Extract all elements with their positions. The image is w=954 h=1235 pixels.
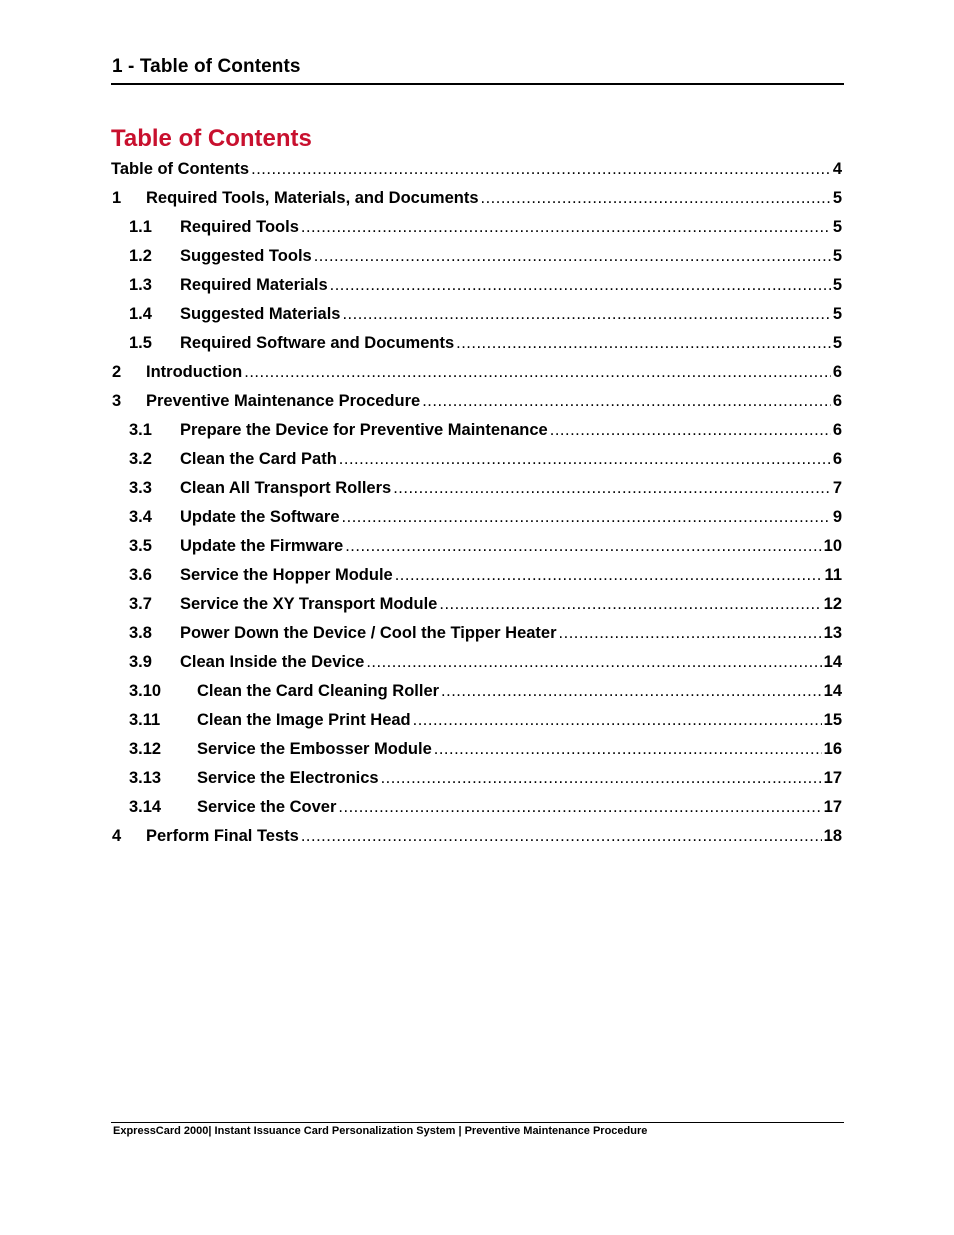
toc-entry[interactable] bbox=[111, 271, 842, 300]
toc-leader-dots bbox=[301, 218, 831, 237]
toc-entry-number: 3.2 bbox=[129, 450, 152, 468]
toc-entry[interactable] bbox=[111, 590, 842, 619]
toc-entry[interactable] bbox=[111, 416, 842, 445]
toc-entry-label[interactable]: Clean the Image Print Head bbox=[197, 711, 411, 729]
toc-entry-line bbox=[180, 218, 842, 237]
toc-entry-number: 3 bbox=[112, 392, 122, 410]
toc-entry[interactable] bbox=[111, 503, 842, 532]
toc-leader-dots bbox=[345, 537, 821, 556]
toc-leader-dots bbox=[314, 247, 831, 266]
toc-entry-page[interactable]: 15 bbox=[823, 711, 842, 729]
toc-entry-page[interactable]: 5 bbox=[832, 334, 842, 352]
toc-entry-label[interactable]: Service the Hopper Module bbox=[180, 566, 393, 584]
toc-entry-line bbox=[180, 334, 842, 353]
page-footer bbox=[111, 1122, 844, 1137]
toc-entry-page[interactable]: 11 bbox=[824, 566, 842, 584]
toc-entry-number: 3.11 bbox=[129, 711, 161, 729]
toc-entry-number: 1.5 bbox=[129, 334, 152, 352]
toc-entry-line bbox=[180, 566, 842, 585]
toc-entry-page[interactable]: 17 bbox=[823, 798, 842, 816]
toc-entry-page[interactable]: 13 bbox=[823, 624, 842, 642]
toc-entry[interactable] bbox=[111, 242, 842, 271]
toc-entry-label[interactable]: Suggested Tools bbox=[180, 247, 312, 265]
toc-entry-page[interactable]: 5 bbox=[832, 305, 842, 323]
toc-entry-label[interactable]: Service the Embosser Module bbox=[197, 740, 432, 758]
toc-entry-number: 3.3 bbox=[129, 479, 152, 497]
toc-entry-label[interactable]: Service the Cover bbox=[197, 798, 337, 816]
toc-entry-number: 3.1 bbox=[129, 421, 152, 439]
toc-entry-page[interactable]: 9 bbox=[832, 508, 842, 526]
toc-entry[interactable] bbox=[111, 300, 842, 329]
toc-entry-page[interactable]: 4 bbox=[832, 160, 842, 178]
toc-entry-line bbox=[197, 769, 842, 788]
toc-entry[interactable] bbox=[111, 532, 842, 561]
toc-entry-page[interactable]: 12 bbox=[823, 595, 842, 613]
toc-entry-page[interactable]: 6 bbox=[832, 392, 842, 410]
toc-entry[interactable] bbox=[111, 764, 842, 793]
toc-entry[interactable] bbox=[111, 358, 842, 387]
toc-entry-label[interactable]: Required Materials bbox=[180, 276, 328, 294]
toc-entry-label[interactable]: Clean Inside the Device bbox=[180, 653, 365, 671]
toc-leader-dots bbox=[439, 595, 821, 614]
toc-entry-number: 3.9 bbox=[129, 653, 152, 671]
section-title: 1 - Table of Contents bbox=[112, 56, 301, 77]
toc-entry-label[interactable]: Introduction bbox=[146, 363, 243, 381]
toc-entry-page[interactable]: 14 bbox=[823, 653, 842, 671]
toc-leader-dots bbox=[441, 682, 822, 701]
toc-entry-number: 3.10 bbox=[129, 682, 162, 700]
toc-entry[interactable] bbox=[111, 677, 842, 706]
toc-leader-dots bbox=[393, 479, 831, 498]
footer-text: ExpressCard 2000| Instant Issuance Card Personalization System | Preventive Maintenance Procedure bbox=[113, 1125, 648, 1137]
toc-entry-line bbox=[111, 160, 842, 179]
toc-entry-label[interactable]: Clean All Transport Rollers bbox=[180, 479, 392, 497]
toc-entry-page[interactable]: 6 bbox=[832, 450, 842, 468]
toc-leader-dots bbox=[395, 566, 823, 585]
toc-leader-dots bbox=[550, 421, 831, 440]
toc-entry[interactable] bbox=[111, 184, 842, 213]
toc-entry-line bbox=[180, 421, 842, 440]
toc-leader-dots bbox=[330, 276, 831, 295]
toc-entry-label[interactable]: Power Down the Device / Cool the Tipper Heater bbox=[180, 624, 557, 642]
toc-entry[interactable] bbox=[111, 155, 842, 184]
toc-entry-line bbox=[180, 276, 842, 295]
toc-entry-number: 2 bbox=[112, 363, 122, 381]
toc-entry-label[interactable]: Service the XY Transport Module bbox=[180, 595, 438, 613]
toc-entry-line bbox=[197, 740, 842, 759]
toc-leader-dots bbox=[434, 740, 822, 759]
toc-entry-number: 1.2 bbox=[129, 247, 152, 265]
toc-entry[interactable] bbox=[111, 213, 842, 242]
toc-entry-line bbox=[197, 711, 842, 730]
toc-entry[interactable] bbox=[111, 735, 842, 764]
toc-entry-label[interactable]: Suggested Materials bbox=[180, 305, 341, 323]
toc-entry[interactable] bbox=[111, 561, 842, 590]
toc-leader-dots bbox=[339, 450, 831, 469]
toc-entry-line bbox=[180, 624, 842, 643]
toc-leader-dots bbox=[342, 508, 831, 527]
toc-leader-dots bbox=[338, 798, 821, 817]
toc-entry-number: 1 bbox=[112, 189, 122, 207]
toc-entry-label[interactable]: Preventive Maintenance Procedure bbox=[146, 392, 421, 410]
toc-entry-line bbox=[180, 305, 842, 324]
toc-entry-page[interactable]: 6 bbox=[832, 363, 842, 381]
toc-entry-label[interactable]: Update the Software bbox=[180, 508, 340, 526]
toc-leader-dots bbox=[366, 653, 821, 672]
toc-entry-number: 3.8 bbox=[129, 624, 152, 642]
toc-entry-line bbox=[146, 189, 842, 208]
toc-entry[interactable] bbox=[111, 329, 842, 358]
toc-entry[interactable] bbox=[111, 474, 842, 503]
toc-entry-line bbox=[180, 508, 842, 527]
toc-leader-dots bbox=[244, 363, 831, 382]
toc-entry-number: 1.3 bbox=[129, 276, 152, 294]
toc-entry-line bbox=[180, 537, 842, 556]
toc-entry-number: 3.6 bbox=[129, 566, 152, 584]
toc-entry-line bbox=[146, 392, 842, 411]
toc-entry-label[interactable]: Perform Final Tests bbox=[146, 827, 299, 845]
toc-entry-page[interactable]: 5 bbox=[832, 276, 842, 294]
toc-entry-line bbox=[180, 479, 842, 498]
toc-entry-line bbox=[180, 653, 842, 672]
toc-leader-dots bbox=[413, 711, 822, 730]
toc-entry-label[interactable]: Required Tools, Materials, and Documents bbox=[146, 189, 479, 207]
toc-entry-line bbox=[197, 798, 842, 817]
toc-entry-line bbox=[180, 247, 842, 266]
toc-entry-label[interactable]: Required Tools bbox=[180, 218, 299, 236]
toc-entry-label[interactable]: Update the Firmware bbox=[180, 537, 344, 555]
toc-entry-label[interactable]: Required Software and Documents bbox=[180, 334, 455, 352]
toc-entry[interactable] bbox=[111, 648, 842, 677]
page-header bbox=[111, 54, 844, 85]
toc-entry-page[interactable]: 14 bbox=[823, 682, 842, 700]
toc-entry[interactable] bbox=[111, 793, 842, 822]
toc-entry-label[interactable]: Table of Contents bbox=[111, 160, 250, 178]
toc-entry[interactable] bbox=[111, 822, 842, 851]
toc-leader-dots bbox=[456, 334, 831, 353]
toc-entry-line bbox=[146, 363, 842, 382]
table-of-contents bbox=[111, 155, 842, 851]
toc-entry-page[interactable]: 6 bbox=[832, 421, 842, 439]
toc-entry-page[interactable]: 10 bbox=[823, 537, 842, 555]
toc-entry-page[interactable]: 7 bbox=[832, 479, 842, 497]
toc-leader-dots bbox=[422, 392, 831, 411]
toc-entry[interactable] bbox=[111, 387, 842, 416]
toc-entry-number: 3.14 bbox=[129, 798, 162, 816]
toc-entry-line bbox=[197, 682, 842, 701]
toc-entry-number: 3.4 bbox=[129, 508, 152, 526]
toc-entry-page[interactable]: 5 bbox=[832, 247, 842, 265]
toc-entry-page[interactable]: 5 bbox=[832, 218, 842, 236]
toc-entry-line bbox=[180, 450, 842, 469]
toc-entry-number: 1.1 bbox=[129, 218, 152, 236]
toc-entry-page[interactable]: 17 bbox=[823, 769, 842, 787]
toc-entry-number: 3.7 bbox=[129, 595, 152, 613]
toc-entry-line bbox=[146, 827, 842, 846]
toc-entry[interactable] bbox=[111, 706, 842, 735]
toc-leader-dots bbox=[301, 827, 822, 846]
toc-entry-page[interactable]: 16 bbox=[823, 740, 842, 758]
toc-entry-label[interactable]: Clean the Card Cleaning Roller bbox=[197, 682, 440, 700]
toc-entry-page[interactable]: 5 bbox=[832, 189, 842, 207]
toc-entry-number: 4 bbox=[112, 827, 122, 845]
toc-entry-number: 3.12 bbox=[129, 740, 162, 758]
toc-leader-dots bbox=[342, 305, 830, 324]
toc-entry-label[interactable]: Prepare the Device for Preventive Maintenance bbox=[180, 421, 548, 439]
toc-leader-dots bbox=[559, 624, 822, 643]
toc-entry-number: 1.4 bbox=[129, 305, 152, 323]
toc-entry[interactable] bbox=[111, 619, 842, 648]
toc-entry[interactable] bbox=[111, 445, 842, 474]
toc-leader-dots bbox=[381, 769, 822, 788]
toc-entry-label[interactable]: Clean the Card Path bbox=[180, 450, 337, 468]
toc-entry-number: 3.5 bbox=[129, 537, 152, 555]
toc-heading: Table of Contents bbox=[111, 125, 312, 152]
toc-leader-dots bbox=[251, 160, 831, 179]
toc-entry-number: 3.13 bbox=[129, 769, 162, 787]
toc-entry-page[interactable]: 18 bbox=[823, 827, 842, 845]
toc-leader-dots bbox=[481, 189, 831, 208]
toc-entry-line bbox=[180, 595, 842, 614]
toc-entry-label[interactable]: Service the Electronics bbox=[197, 769, 379, 787]
